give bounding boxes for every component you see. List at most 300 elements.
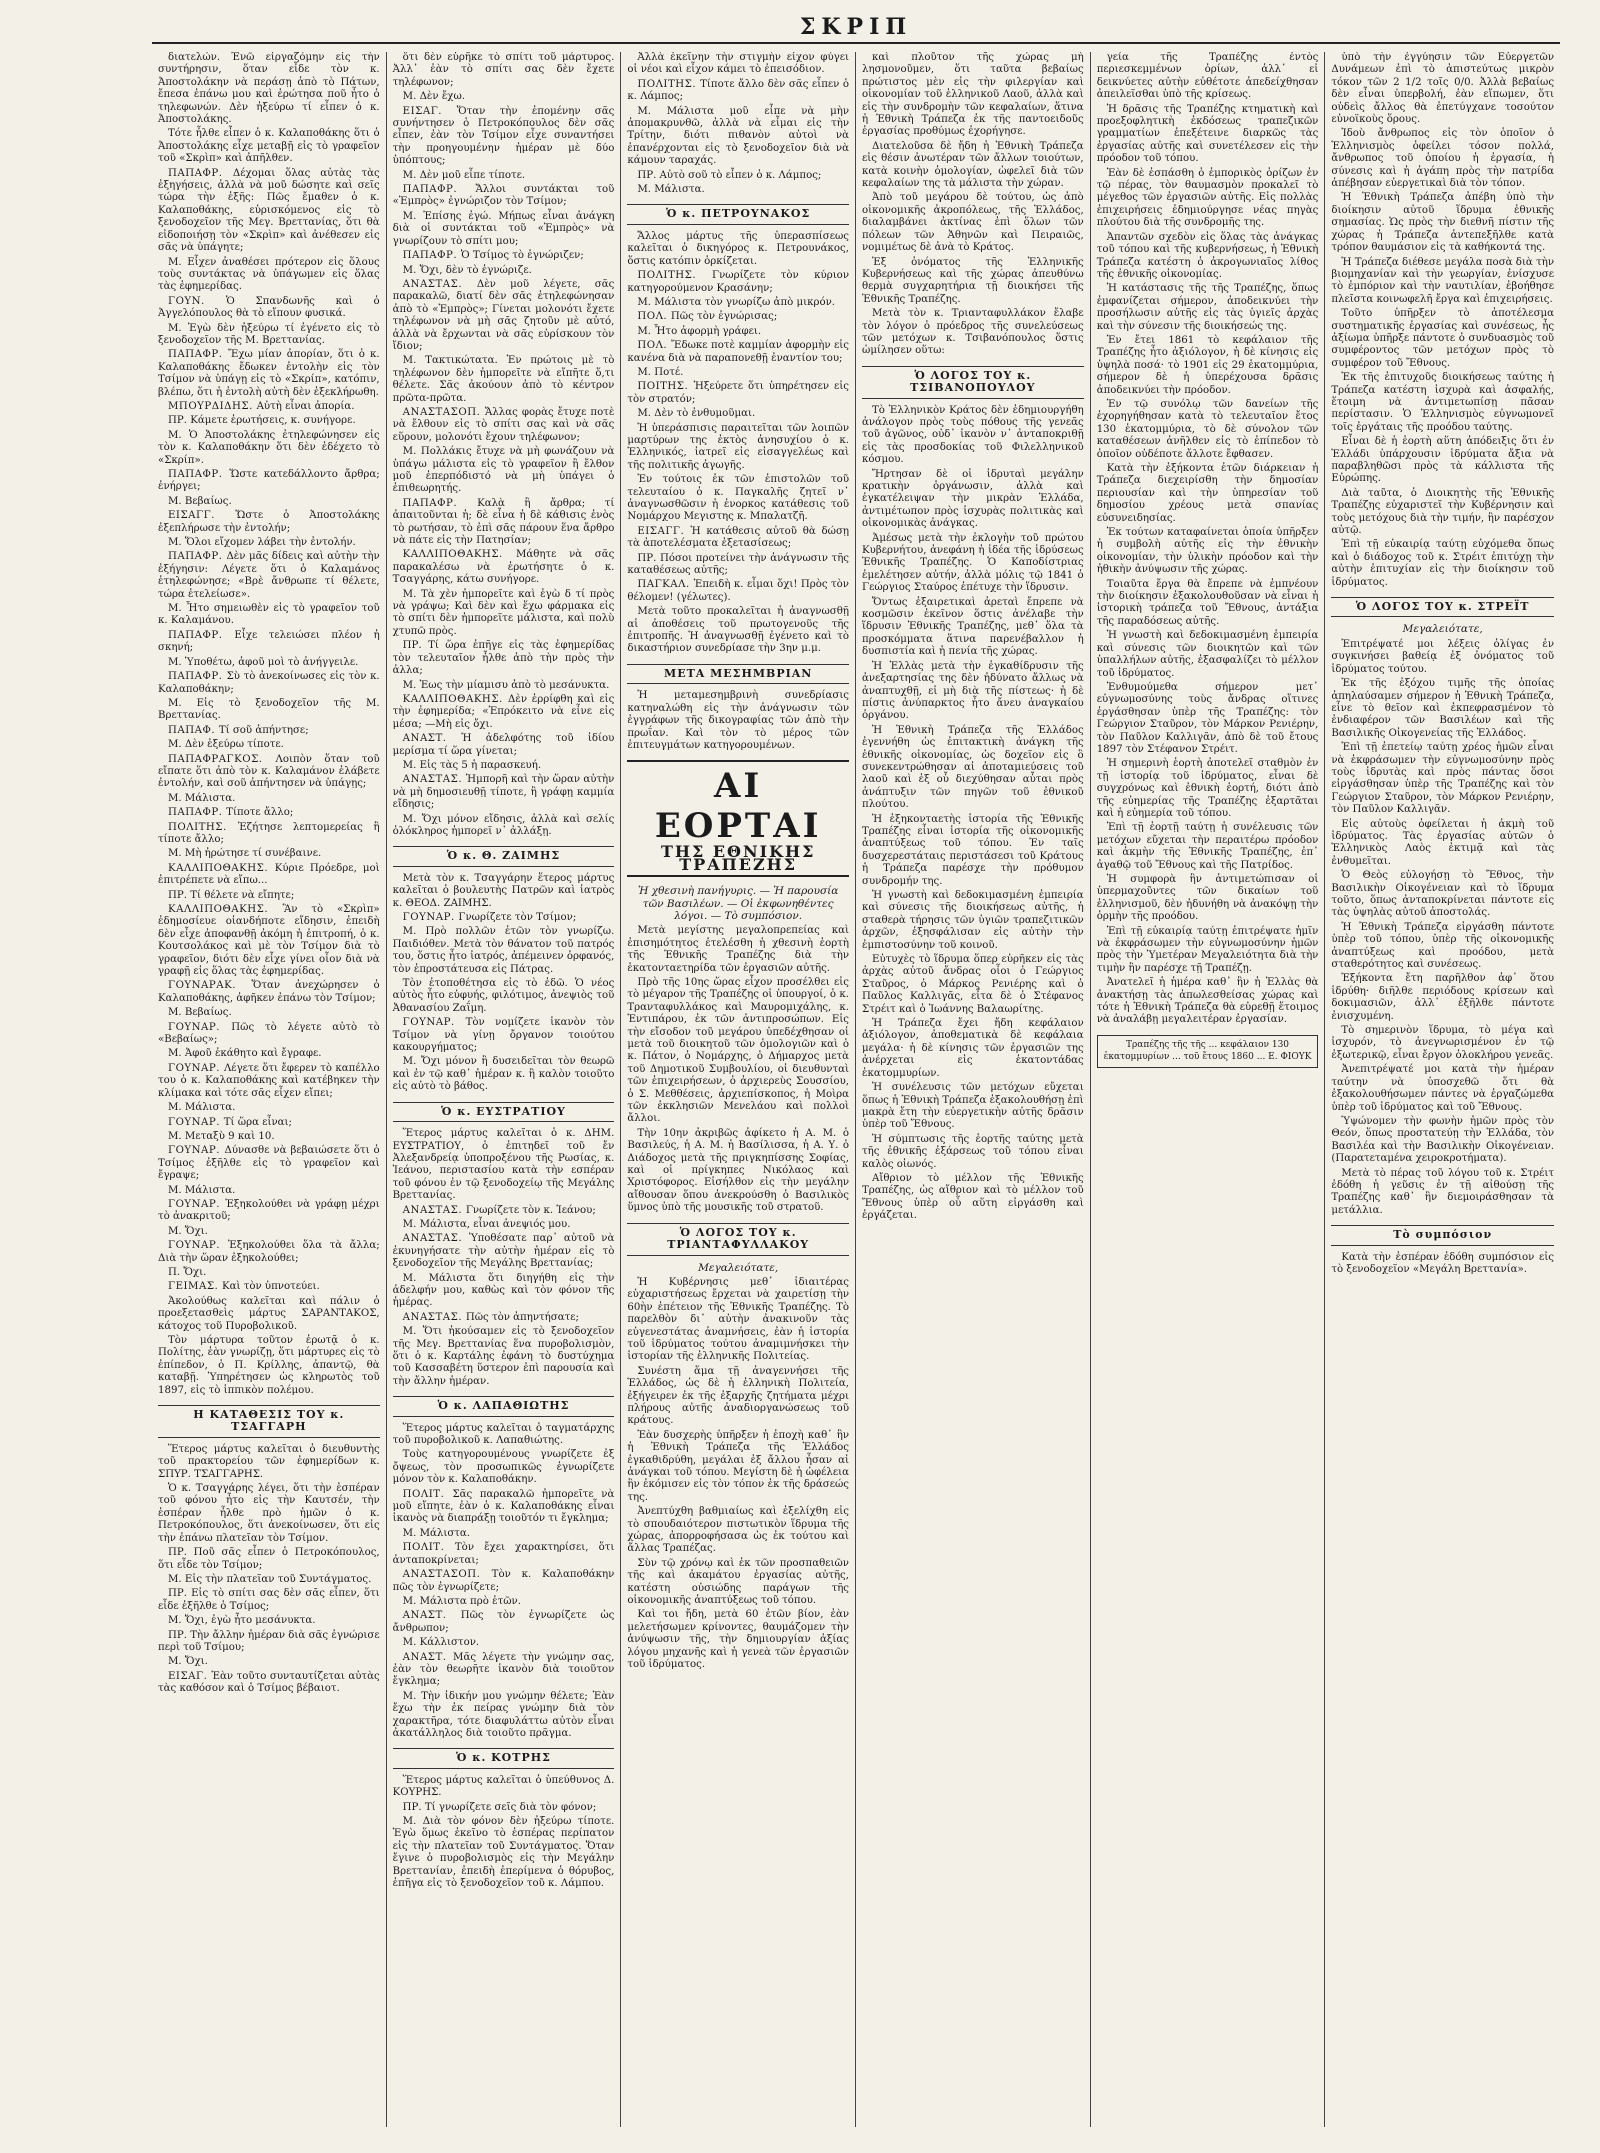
dialogue-paragraph <box>158 296 380 321</box>
speaker-name: ΠΑΓΚΑΛ. <box>637 579 694 591</box>
dialogue-text: Ἐὰν τοῦτο συνταυτίζεται αὐτὰς τὰς καθόσον καὶ ὁ Τσίμος βέβαιοτ. <box>158 1670 380 1695</box>
dialogue-text: Ὅταν ἀνεχώρησεν ὁ Καλαποθάκης, ἀφῆκεν ἐπάνω τὸν Τσίμον; <box>158 980 380 1004</box>
paragraph: Διατελοῦσα δὲ ἤδη ἡ Ἐθνικὴ Τράπεζα εἰς θέσιν ἀνωτέραν τῶν ἄλλων τοιούτων, κατὰ κοινὴν ὁμολογίαν, ὠφελεῖ διὰ τῶν κεφαλαίων της τὰ μάλιστα τὴν χώραν. <box>862 140 1084 190</box>
paragraph: Μ. Τὴν ἰδικήν μου γνώμην θέλετε; Ἐὰν ἔχω τὴν ἐκ πείρας γνώμην διὰ τὸν χαρακτῆρα, τότε διαφυλάττω αὐτὸν εἶναι ἀκατάλληλος διὰ τοιοῦτο πρᾶγμα. <box>392 1690 615 1739</box>
section-heading: Ὁ ΛΟΓΟΣ ΤΟΥ κ. ΤΣΙΒΑΝΟΠΟΥΛΟΥ <box>862 366 1084 399</box>
paragraph: Ἡ συμφορὰ ἣν ἀντιμετώπισαν οἱ ὑπερμαχοῦντες τῶν δικαίων τοῦ ἑλληνισμοῦ, δὲν ἠδυνήθη νὰ ἀνακόψῃ τὴν ὁρμὴν τῆς προόδου. <box>1096 874 1319 923</box>
dialogue-paragraph <box>393 106 615 168</box>
paragraph: Ἀμέσως μετὰ τὴν ἐκλογὴν τοῦ πρώτου Κυβερνήτου, ἀνεφάνη ἡ ἰδέα τῆς ἱδρύσεως Ἐθνικῆς Τραπέζης. Ὁ Καποδίστριας ἐμελέτησεν αὐτήν, ἀλλὰ μόλις τῷ 1841 ὁ Γεώργιος Σταύρος ἐπέτυχε τὴν ἵδρυσιν. <box>862 532 1084 594</box>
paragraph: Ἐπὶ τῇ εὐκαιρίᾳ ταύτῃ ἐπιτρέψατε ἡμῖν νὰ ἐκφράσωμεν τὴν εὐγνωμοσύνην ἡμῶν πρὸς τὴν Ὑμετέραν Μεγαλειότητα διὰ τὴν τιμὴν ἣν παρέσχε τῇ Τραπέζῃ. <box>1096 925 1319 974</box>
paragraph: Π. Ὄχι. <box>168 1266 207 1278</box>
paragraph: ΠΡ. Κάμετε ἐρωτήσεις, κ. συνήγορε. <box>168 415 356 427</box>
paragraph: Καὶ τοι ἤδη, μετὰ 60 ἐτῶν βίον, ἐὰν μελετήσωμεν κρίνοντες, θαυμάζομεν τὴν ἀνύψωσιν τῆς, τὴν δημιουργίαν ἀξίας λόγου μηχανῆς καὶ ἡ γενεὰ τῶν ἐργασιῶν τοῦ ἱδρύματος. <box>627 1609 850 1671</box>
dialogue-paragraph <box>393 250 615 262</box>
speaker-name: ΠΟΛΙΤΗΣ. <box>168 821 238 833</box>
dialogue-text: Τί ὥρα εἶναι; <box>223 1116 292 1128</box>
speaker-name: ΑΝΑΣΤ. <box>402 1610 461 1622</box>
paragraph: ΠΡ. Ποῦ σᾶς εἶπεν ὁ Πετροκόπουλος, ὅτι εἶδε τὸν Τσίμον; <box>158 1547 380 1571</box>
paragraph: Ἡ κατάστασις τῆς τῆς Τραπέζης, ὅπως ἐμφανίζεται σήμερον, ἀποδεικνύει τὴν προσήλωσιν αὐτῆς εἰς τὰς ὑγιεῖς ἀρχὰς καὶ τὴν σύνεσιν τῆς διοικήσεώς της. <box>1096 283 1319 332</box>
dialogue-text: Πῶς τὸν ἐγνωρίζετε ὡς ἄνθρωπον; <box>392 1610 615 1634</box>
dialogue-text: Δύνασθε νὰ βεβαιώσετε ὅτι ὁ Τσίμος ἐξῆλθε εἰς τὸ γραφεῖον καὶ ἔγραψε; <box>158 1145 380 1182</box>
paragraph: Μετὰ τοῦτο προκαλεῖται ἡ ἀναγνωσθῇ αἱ ἀποθέσεις τοῦ πρωτογενοῦς τῆς ἐπιτροπῆς. Ἡ ἀναγνωσθῇ ἐγένετο καὶ τὸ δικαστήριον συνεδρίασε τὴν 3ην μ.μ. <box>627 606 850 655</box>
headline-sub: ΤΗΣ ΕΘΝΙΚΗΣ ΤΡΑΠΕΖΗΣ <box>660 842 816 874</box>
dialogue-paragraph <box>393 1205 615 1217</box>
speaker-name: ΑΝΑΣΤΑΣ. <box>402 1204 466 1216</box>
paragraph: Εἰς αὐτοὺς ὀφείλεται ἡ ἀκμὴ τοῦ ἱδρύματος. Τὰς ἐργασίας αὐτῶν ὁ Ἑλληνικὸς Λαὸς ἐκτιμᾷ καὶ τὰς ἐνθυμεῖται. <box>1331 818 1555 867</box>
paragraph: Αἴθριον τὸ μέλλον τῆς Ἐθνικῆς Τραπέζης, ὡς αἴθριον καὶ τὸ μέλλον τοῦ Ἔθνους ὑπὲρ οὗ αὕτη εἰργάσθη καὶ ἐργάζεται. <box>862 1172 1084 1222</box>
dialogue-paragraph <box>158 807 380 819</box>
dialogue-text: Καλὰ ἢ ἄρθρα; τί ἀπαιτοῦνται ἡ; δὲ εἶνα ἡ δὲ κάθισις ἑνὸς τὸ ρωτήσαν, τὸ ἐπὶ σᾶς πάρουν ἕνα ἄρθρο νὰ πάτε εἰς τὴν Πατησίαν; <box>392 497 615 547</box>
paragraph: Εἶναι δὲ ἡ ἑορτὴ αὕτη ἀπόδειξις ὅτι ἐν Ἑλλάδι ὑπάρχουσιν ἱδρύματα ἄξια νὰ παραβληθῶσι πρὸς τὰ κάλλιστα τῆς Εὐρώπης. <box>1331 436 1555 485</box>
paragraph: Ἡ συνέλευσις τῶν μετόχων εὔχεται ὅπως ἡ Ἐθνικὴ Τράπεζα ἐξακολουθήσῃ ἐπὶ μακρὰ ἔτη τὴν εὐεργετικὴν αὐτῆς δρᾶσιν ὑπὲρ τοῦ Ἔθνους. <box>862 1082 1084 1131</box>
paragraph: Μετὰ μεγίστης μεγαλοπρεπείας καὶ ἐπισημότητος ἐτελέσθη ἡ χθεσινὴ ἑορτὴ τῆς Ἐθνικῆς Τραπέζης διὰ τὴν ἑκατονταετηρίδα τῶν ἐργασιῶν αὐτῆς. <box>627 925 850 974</box>
paragraph: Εὐτυχὲς τὸ ἵδρυμα ὅπερ εὑρῆκεν εἰς τὰς ἀρχὰς αὐτοῦ ἄνδρας οἷοι ὁ Γεώργιος Σταῦρος, ὁ Μάρκος Ρενιέρης καὶ ὁ Παῦλος Καλλιγᾶς, εἶτα δὲ ὁ Στέφανος Στρέιτ καὶ ὁ Ἰωάννης Βαλαωρίτης. <box>862 954 1084 1015</box>
paragraph: Τοὺς κατηγορουμένους γνωρίζετε ἐξ ὄψεως, τὸν προσωπικῶς ἐγνωρίζετε μόνον τὸν κ. Καλαποθάκην. <box>392 1449 615 1486</box>
speaker-name: ΠΑΠΑΦΡ. <box>168 807 227 819</box>
dialogue-text: Τί σοῦ ἀπήντησε; <box>218 724 309 736</box>
speaker-name: ΠΟΛΙΤΗΣ. <box>637 78 701 90</box>
speaker-name: ΜΠΟΥΡΔΙΔΗΣ. <box>168 400 257 412</box>
paragraph: γεία τῆς Τραπέζης ἐντὸς περιεσκεμμένων ὁρίων, ἀλλ᾽ εἰ δεικνύετες αὐτὴν εὐθέτοτε ἀπεδείχθησαν ἀπειλεῖσθαι ὑπὸ τῆς κρίσεως. <box>1096 52 1319 101</box>
paragraph: Ἐκ τούτων καταφαίνεται ὁποία ὑπῆρξεν ἡ συμβολὴ αὐτῆς εἰς τὴν ἐθνικὴν οἰκονομίαν, τὴν ὑλικὴν πρόοδον καὶ τὴν ἠθικὴν ἀνύψωσιν τῆς χώρας. <box>1096 527 1319 576</box>
paragraph: Μ. Μάλιστα ὅτι διηγήθη εἰς τὴν ἀδελφήν μου, καθὼς καὶ τὸν φόνον τῆς ἡμέρας. <box>392 1272 615 1309</box>
paragraph: Μ. Βεβαίως. <box>168 1007 232 1019</box>
paragraph: Μ. Ἦτο ἀφορμὴ γράφει. <box>637 325 762 337</box>
speaker-name: ΠΟΙΤΗΣ. <box>637 381 694 393</box>
paragraph: Μ. Μάλιστα. <box>168 1184 236 1196</box>
speaker-name: ΕΙΣΑΓΓ. <box>637 525 691 537</box>
dialogue-text: Ἄλλοι συντάκται τοῦ «Ἐμπρὸς» ἐγνώριζον τὸν Τσίμον; <box>392 184 615 208</box>
columns-container <box>152 52 1560 2127</box>
section-heading: Ὁ κ. ΛΑΠΑΘΙΩΤΗΣ <box>393 1396 615 1416</box>
dialogue-text: Δέχομαι ὅλας αὐτὰς τὰς ἐξηγήσεις, ἀλλὰ νὰ μοῦ δώσητε καὶ σεῖς τώρα τὴν ἑξῆς: Πῶς ἔμαθεν ὁ κ. Καλαποθάκης, εὑρισκόμενος εἰς τὸ ξενοδοχεῖον τῆς Μεγ. Βρεττανίας, ὅτι θὰ εἰδοποιήσῃ τὸν «Σκρὶπ» καὶ ἀνέθεσεν εἰς σᾶς νὰ ὑπάγητε; <box>158 167 380 254</box>
section-heading: Ὁ ΛΟΓΟΣ ΤΟΥ κ. ΤΡΙΑΝΤΑΦΥΛΛΑΚΟΥ <box>627 1223 849 1256</box>
paragraph: Ἕτερος μάρτυς καλεῖται ὁ ὑπεύθυνος Δ. ΚΟΥΡΗΣ. <box>392 1774 615 1799</box>
paragraph: Κατὰ τὴν ἐξήκοντα ἐτῶν διάρκειαν ἡ Τράπεζα διεχειρίσθη τὴν δημοσίαν περιουσίαν καὶ τὴν ὑπηρεσίαν τοῦ δημοσίου χρέους μετὰ σπανίας εὐσυνειδησίας. <box>1096 463 1319 524</box>
speaker-name: ΠΑΠΑΦΡ. <box>402 250 461 262</box>
speaker-name: ΓΟΥΝΑΡ. <box>168 1062 224 1074</box>
paragraph: Ἡ δρᾶσις τῆς Τραπέζης κτηματικὴ καὶ προεξοφλητικὴ ἐκδόσεως τραπεζικῶν γραμματίων ἐπεξέτεινε διαρκῶς τὰς ἐργασίας αὐτῆς καὶ συνετέλεσεν εἰς τὴν πρόοδον τοῦ τόπου. <box>1096 103 1319 165</box>
column-6 <box>1325 52 1560 2127</box>
paragraph: Μ. Μάλιστα. <box>402 1527 471 1539</box>
paragraph: Μ. Μεταξὺ 9 καὶ 10. <box>168 1130 275 1142</box>
paragraph: Ἐκ τῆς ἐξόχου τιμῆς τῆς ὁποίας ἀπηλαύσαμεν σήμερον ἡ Ἐθνικὴ Τράπεζα, εἶνε τὸ θεῖον καὶ ἐκπεφρασμένον τὸ ἐνδιαφέρον τῶν Βασιλέων καὶ τῆς Βασιλικῆς Οἰκογενείας τῆς Ἑλλάδος. <box>1331 678 1555 739</box>
dialogue-paragraph <box>393 1489 615 1526</box>
dialogue-paragraph <box>158 754 380 791</box>
paragraph: Μετὰ τὸν κ. Τριανταφυλλάκον ἔλαβε τὸν λόγον ὁ πρόεδρος τῆς συνελεύσεως τῶν μετόχων κ. Τσιβανόπουλος ὅστις ὡμίλησεν οὕτω: <box>862 308 1084 357</box>
speaker-name: ΚΑΛΛΙΠΟΘΑΚΗΣ. <box>402 549 516 561</box>
dialogue-text: Γνωρίζετε τὸν Τσίμον; <box>458 912 577 923</box>
speaker-name: ΠΑΠΑΦΡ. <box>168 551 227 563</box>
dialogue-paragraph <box>158 1117 380 1129</box>
dialogue-paragraph <box>393 1017 615 1054</box>
dialogue-paragraph <box>627 79 849 104</box>
masthead-rule <box>152 42 1560 44</box>
paragraph: Ἀνατελεῖ ἡ ἡμέρα καθ᾽ ἣν ἡ Ἑλλὰς θὰ ἀνακτήσῃ τὰς ἀπωλεσθείσας χώρας καὶ τότε ἡ Ἐθνικὴ Τράπεζα θὰ εὑρεθῇ ἕτοιμος νὰ ἀναλάβῃ μεγαλειτέραν ἐργασίαν. <box>1096 977 1319 1026</box>
dialogue-paragraph <box>158 349 380 399</box>
column-1 <box>152 52 387 2127</box>
dialogue-paragraph <box>158 1199 380 1224</box>
column-2 <box>387 52 622 2127</box>
dialogue-text: Αὐτὴ εἶναι ἀπορία. <box>256 400 355 412</box>
paragraph: Ἕτερος μάρτυς καλεῖται ὁ κ. ΔΗΜ. ΕΥΣΤΡΑΤΙΟΥ, ὁ ἐπιτηδεῖ τοῦ ἔν Ἀλεξανδρείᾳ ὑποπροξένου τῆς Ρωσίας, κ. Ἰεάνου, περιστασίου κατὰ τὴν εσπέραν τοῦ φόνου ἐν τῷ ξενοδοχείῳ τῆς Μεγάλης Βρεττανίας. <box>392 1128 615 1202</box>
paragraph: ΠΡ. Αὐτὸ σοῦ τὸ εἶπεν ὁ κ. Λάμπος; <box>637 169 822 181</box>
paragraph: Ἡ Ἑλλὰς μετὰ τὴν ἐγκαθίδρυσιν τῆς ἀνεξαρτησίας της δὲν ἠδύνατο ἄλλως νὰ ἀναπτυχθῇ, εἰ μὴ διὰ τῆς πίστεως· ἡ δὲ πίστις ἀνύπαρκτος ἦτο ἄνευ ἀναγκαίου ὀργάνου. <box>862 660 1084 722</box>
speaker-name: ΑΝΑΣΤΑΣΟΠ. <box>402 1569 492 1581</box>
paragraph: Ἰδοὺ ἄνθρωπος εἰς τὸν ὁποῖον ὁ Ἑλληνισμὸς ὀφείλει τόσον πολλά, ἄνθρωπος τοῦ ὁποίου ἡ ἐργασία, ἡ σύνεσις καὶ ἡ ἀγάπη πρὸς τὴν πατρίδα ἀπέβησαν εὐεργετικαὶ διὰ τὸν τόπον. <box>1331 128 1555 190</box>
paragraph: Μ. Διὰ τὸν φόνον δὲν ἠξεύρω τίποτε. Ἐγὼ ὅμως ἐκεῖνο τὸ ἑσπέρας περίπατον εἰς τὴν πλατεῖαν τοῦ Συντάγματος. Ὅταν ἔγινε ὁ πυροβολισμὸς εἰς τὴν Μεγάλην Βρεττανίαν, ἐπειδὴ ἐπερίμενα ὁ θόρυβος, ἐπῆγα εἰς τὸ ξενοδοχεῖον τοῦ κ. Λάμπου. <box>392 1816 615 1890</box>
dialogue-text: Ὥστε κατεδάλλοντο ἄρθρα; ἐνήργει; <box>158 469 380 493</box>
speaker-name: ΠΑΠΑΦΡ. <box>168 349 229 361</box>
dialogue-paragraph <box>158 1063 380 1100</box>
dialogue-paragraph <box>158 671 380 696</box>
paragraph: Ἐνθυμούμεθα σήμερον μετ᾽ εὐγνωμοσύνης τοὺς ἄνδρας οἵτινες ἐργάσθησαν ὑπὲρ τῆς Τραπέζης: τὸν Γεώργιον Σταῦρον, τὸν Μάρκον Ρενιέρην, τὸν Παῦλον Καλλιγᾶν, ἀπὸ δὲ τοῦ ἔτους 1897 τὸν Στέφανον Στρέιτ. <box>1096 681 1319 755</box>
dialogue-paragraph <box>158 1281 380 1293</box>
dialogue-text: Πῶς τὸν ἐγνώρισας; <box>670 311 778 323</box>
paragraph: Ἡ Ἐθνικὴ Τράπεζα τῆς Ἑλλάδος ἐγεννήθη ὡς ἐπιτακτικὴ ἀνάγκη τῆς ἐθνικῆς οἰκονομίας, ὡς δοχεῖον εἰς ὃ συνεκεντρώθησαν αἱ ἀποταμιεύσεις τοῦ λαοῦ καὶ ἐξ οὗ διεχύθησαν αὗται πρὸς ἀνάπτυξιν τῶν πηγῶν τοῦ ἐθνικοῦ πλούτου. <box>862 724 1084 811</box>
paragraph: Ἡ γνωστὴ καὶ δεδοκιμασμένη ἐμπειρία καὶ σύνεσις τῶν διοικητῶν καὶ τῶν ὑπαλλήλων αὐτῆς, ἐξασφαλίζει τὸ μέλλον τοῦ ἱδρύματος. <box>1096 630 1319 679</box>
paragraph: ΠΡ. Τί γνωρίζετε σεῖς διὰ τὸν φόνον; <box>402 1801 597 1813</box>
dialogue-text: Ὁ Σπανδωνῆς καὶ ὁ Ἀγγελόπουλος θὰ τὸ εἴπουν φυσικά. <box>158 295 380 320</box>
dialogue-paragraph <box>393 184 615 209</box>
dialogue-paragraph <box>627 311 849 323</box>
dialogue-paragraph <box>393 733 615 758</box>
dialogue-paragraph <box>158 1022 380 1047</box>
paragraph: ὑπὸ τὴν ἐγγύησιν τῶν Εὐεργετῶν Δυνάμεων ἐπὶ τὸ ἀπιστεύτως μικρὸν τόκον τῶν 2 1/2 τοῖς 0/0. Ἀλλὰ βεβαίως δὲν εἶναι ὑπερβολή, ἐὰν εἴπωμεν, ὅτι οὐδεὶς ἄλλος θὰ ἐπετύγχανε τοσούτον εὐνοϊκοὺς ὅρους. <box>1331 52 1555 126</box>
paragraph: Μ. Ὄχι. <box>168 1656 208 1668</box>
paragraph: Ἐπὶ τῇ ἑορτῇ ταύτῃ ἡ συνέλευσις τῶν μετόχων εὔχεται τὴν περαιτέρω πρόοδον καὶ ἀκμὴν τῆς Ἐθνικῆς Τραπέζης, ἐπ᾽ ἀγαθῷ τοῦ Ἔθνους καὶ τῆς Πατρίδος. <box>1096 822 1319 871</box>
dialogue-text: Τίποτε ἄλλο; <box>226 807 294 819</box>
paragraph: Τὸ Ἑλληνικὸν Κράτος δὲν ἐδημιουργήθη ἀνάλογον πρὸς τοὺς πόθους τῆς γενεᾶς τοῦ ἀγῶνος, οὐδ᾽ ἱκανὸν ν᾽ ἀνταποκριθῇ εἰς τὰς προσδοκίας τοῦ Φιλελληνικοῦ κόσμου. <box>862 404 1084 466</box>
paragraph: Ἐὰν δυσχερὴς ὑπῆρξεν ἡ ἐποχὴ καθ᾽ ἣν ἡ Ἐθνικὴ Τράπεζα τῆς Ἑλλάδος ἐγκαθιδρύθη, μεγάλαι ἐξ ἄλλου ἦσαν αἱ ἀνάγκαι τοῦ τόπου. Μεγίστη δὲ ἡ ὠφέλεια ἣν ἐκόμισεν εἰς τὸν τόπον ἐκ τῆς δράσεώς της. <box>627 1429 850 1503</box>
paragraph: Ἐξ ὀνόματος τῆς Ἑλληνικῆς Κυβερνήσεως καὶ τῆς χώρας ἀπευθύνω θερμὰ συγχαρητήρια τῇ διοικήσει τῆς Ἐθνικῆς Τραπέζης. <box>862 256 1084 305</box>
paragraph: Μ. Κάλλιστον. <box>402 1637 480 1649</box>
paragraph: Μ. Μάλιστα. <box>168 792 236 804</box>
paragraph: Μ. Ὄχι. <box>168 1225 208 1237</box>
paragraph: Μετὰ τὸ πέρας τοῦ λόγου τοῦ κ. Στρέιτ ἐδόθη ἡ γεῦσις ἐν τῇ αἰθούσῃ τῆς Τραπέζης καθ᾽ ἣν διεμοιράσθησαν τὰ μετάλλια. <box>1331 1167 1555 1216</box>
dialogue-paragraph <box>158 1240 380 1265</box>
paragraph: Μ. Δὲν ἐξεύρω τίποτε. <box>168 739 284 751</box>
speaker-name: ΑΝΑΣΤΑΣ. <box>402 1233 469 1245</box>
speaker-name: ΑΝΑΣΤΑΣ. <box>402 278 477 290</box>
dialogue-text: Γνωρίζετε τὸν κ. Ἰεάνου; <box>465 1204 596 1216</box>
paragraph: Ἤρτησαν δὲ οἱ ἱδρυταὶ μεγάλην κρατικὴν ὁργάνωσιν, ἀλλὰ καὶ ἐγκατέλειψαν τὴν μικρὰν Ἑλλάδα, ἀντιμέτωπον πρὸς ἰσχυρὰς πολιτικὰς καὶ οἰκονομικὰς ἀνάγκας. <box>862 468 1084 530</box>
dialogue-text: Τὸν νομίζετε ἱκανὸν τὸν Τσίμον νὰ γίνῃ ὄργανον τοιούτου κακουργήματος; <box>392 1017 615 1054</box>
paragraph: Ἡ Κυβέρνησις μεθ᾽ ἰδιαιτέρας εὐχαριστήσεως ἔρχεται νὰ χαιρετίσῃ τὴν 60ὴν ἐπέτειον τῆς Ἐθνικῆς Τραπέζης. Τὸ παρελθὸν δι᾽ αὐτὴν ἀνακινοῦν τὰς εὐγενεστάτας ἀναμνήσεις, ἐὰν ἡ ἱστορία τοῦ ἱδρύματος τούτου ἀναμιμνήσκει τὴν ἱστορίαν τῆς ἑλληνικῆς Πολιτείας. <box>627 1276 850 1363</box>
paragraph: Ὁ κ. Τσαγγάρης λέγει, ὅτι τὴν ἑσπέραν τοῦ φόνου ἦτο εἰς τὴν Καυτσέν, τὴν ἑσπέραν ἦλθε πρὸ ἡμῶν ὁ κ. Πετροκόπουλος, ὅτι ἀνεκοίνωσεν, ὅτι εἰς τὴν ἐπάνω πλατεῖαν τὸν Τσίμον. <box>158 1483 380 1544</box>
paragraph: Ἑξήκοντα ἔτη παρῆλθον ἀφ᾽ ὅτου ἱδρύθη· διῆλθε περιόδους κρίσεων καὶ δοκιμασιῶν, ἀλλ᾽ ἐξῆλθε πάντοτε ἐνισχυμένη. <box>1331 973 1555 1022</box>
paragraph: Σὺν τῷ χρόνῳ καὶ ἐκ τῶν προσπαθειῶν τῆς καὶ ἀκαμάτου ἐργασίας αὐτῆς, κατέστη οὐσιώδης παράγων τῆς οἰκονομικῆς ἀναπτύξεως τοῦ τόπου. <box>627 1557 850 1607</box>
dialogue-text: Κύριε Πρόεδρε, μοὶ ἐπιτρέπετε νὰ εἴπω... <box>158 862 380 887</box>
paragraph: Τοῦτο ὑπῆρξεν τὸ ἀποτέλεσμα συστηματικῆς ἐργασίας καὶ συνέσεως, ἧς ἀξίωμα ὑπῆρξε πάντοτε ὁ συνδυασμὸς τοῦ συμφέροντος τῶν μετόχων πρὸς τὸ συμφέρον τοῦ Ἔθνους. <box>1331 308 1555 369</box>
dialogue-paragraph <box>158 1671 380 1696</box>
column-5 <box>1091 52 1326 2127</box>
dialogue-text: Ἠξεύρετε ὅτι ὑπηρέτησεν εἰς τὸν στρατόν; <box>627 381 850 405</box>
speaker-name: ΚΑΛΛΙΠΟΘΑΚΗΣ. <box>168 862 275 874</box>
dialogue-paragraph <box>158 725 380 737</box>
dialogue-text: Ἐζήτησε λεπτομερείας ἢ τίποτε ἄλλο; <box>158 821 380 845</box>
speaker-name: ΓΕΙΜΑΣ. <box>168 1281 222 1293</box>
paragraph: Ἀκολούθως καλεῖται καὶ πάλιν ὁ προεξετασθεὶς μάρτυς ΣΑΡΑΝΤΑΚΟΣ, κάτοχος τοῦ Πυροβολικοῦ. <box>158 1295 380 1332</box>
dialogue-paragraph <box>393 1233 615 1270</box>
paragraph: Ὑψώνομεν τὴν φωνὴν ἡμῶν πρὸς τὸν Θεόν, ὅπως προστατεύῃ τὴν Ἑλλάδα, τὸν Βασιλέα καὶ τὴν Βασιλικὴν Οἰκογένειαν. (Παρατεταμένα χειροκροτήματα). <box>1331 1115 1555 1165</box>
paragraph: Μ. Δὲν τὸ ἐνθυμοῦμαι. <box>637 408 756 420</box>
headline-banner <box>627 760 849 877</box>
paragraph: Ὄντως ἐξαιρετικαὶ ἀρεταὶ ἔπρεπε νὰ κοσμῶσιν ἐκεῖνον ὅστις ἀνέλαβε τὴν ἵδρυσιν Ἐθνικῆς Τραπέζης, μεθ᾽ ὅλα τὰ προσκόμματα ἅτινα παρενέβαλλον ἡ δυσπιστία καὶ ἡ πενία τῆς χώρας. <box>862 596 1084 658</box>
paragraph: Ἀνεπιτρέψατέ μοι κατὰ τὴν ἡμέραν ταύτην νὰ ὑποσχεθῶ ὅτι θὰ ἐξακολουθήσωμεν πάντες νὰ ἐργαζώμεθα ὑπὲρ τοῦ ἱδρύματος καὶ τοῦ Ἔθνους. <box>1331 1064 1555 1113</box>
speaker-name: ΓΟΥΝΑΡ. <box>168 1116 224 1128</box>
paragraph: ΠΡ. Πόσοι προτείνει τὴν ἀνάγνωσιν τῆς καταθέσεως αὐτῆς; <box>627 552 850 577</box>
dialogue-text: Ἂν τὸ «Σκρὶπ» ἐδημοσίευε οἱανδήποτε εἴδησιν, ἐπειδὴ δὲν εἶχε ἀποφανθῇ ἀκόμη ἡ ἐπιτροπή, ὁ κ. Κουτσολάκος καὶ μὲ τὸν Τσίμον διὰ τὸ γραφεῖον, διότι δὲν εἶχε γίνει οἷον διὰ νὰ γραφῇ εἰς ὅλας τὰς ἐφημερίδας. <box>158 904 380 978</box>
dialogue-paragraph <box>158 168 380 255</box>
dialogue-text: Δὲν μοῦ λέγετε, σᾶς παρακαλῶ, διατί δὲν σᾶς ἐτηλεφώνησαν ἀπὸ τὸ «Ἐμπρὸς»; Γίνεται μολονότι ἔχετε τηλέφωνον νὰ μὴ σᾶς ζητοῦν μὲ αὐτό, ἀλλὰ νὰ ἔρχωνται νὰ σᾶς εὑρίσκουν τὸν ἴδιον; <box>392 278 615 352</box>
paragraph: Πρὸ τῆς 10ης ὥρας εἶχον προσέλθει εἰς τὸ μέγαρον τῆς Τραπέζης οἱ ὑπουργοί, ὁ κ. Τρανταφυλλάκος καὶ Μαυρομιχάλης, κ. Ἐντιπάρου, ἐκ τῶν ἀντιπροσώπων. Εἰς τὴν εἴσοδον τοῦ μεγάρου ὑπεδέχθησαν οἱ μετὰ τοῦ διοικητοῦ τῶν ὁμολογιῶν καὶ ὁ κ. Πάτον, ὁ Νομάρχης, ὁ Δήμαρχος μετὰ τοῦ Δημοτικοῦ Συμβουλίου, οἱ διευθυνταὶ τῶν ἐπιχειρήσεων, ὁ ἀρχιερεὺς Σουσσίου, ὁ Σ. Μεθθέσεις, ἀρχιεπίσκοπος, ἡ Μοὶρα τῶν ἐκκλησιῶν Μενελάου καὶ πολλοὶ ἄλλοι. <box>627 976 850 1125</box>
dialogue-paragraph <box>393 912 615 924</box>
paragraph: Ἡ Τράπεζα διέθεσε μεγάλα ποσὰ διὰ τὴν βιομηχανίαν καὶ τὴν γεωργίαν, ἐνίσχυσε τὸ ἐμπόριον καὶ τὴν ναυτιλίαν, ἐβοήθησε πλεῖστα κοινωφελῆ ἔργα καὶ ἐπιχειρήσεις. <box>1331 256 1555 305</box>
paragraph: Μ. Τὰ χὲν ἠμπορεῖτε καὶ ἐγὼ δ τί πρὸς νὰ γράψω; Καὶ δὲν καὶ ἕχω φάρμακα εἰς τὸ σπίτι δὲν ἠμπορεῖτε μάλιστα, καὶ πολὺ χτυπῶ πρὸς. <box>392 588 615 637</box>
dialogue-text: Ἔδωκε ποτὲ καμμίαν ἀφορμὴν εἰς κανένα διὰ νὰ παραπονεθῇ ἐναντίον του; <box>627 340 850 364</box>
dialogue-text: Καὶ τὸν ὑπνοτεύει. <box>222 1281 320 1293</box>
paragraph: Τὸ σημερινὸν ἵδρυμα, τὸ μέγα καὶ ἰσχυρόν, τὸ ἀνεγνωρισμένον ἐν τῷ ἐξωτερικῷ, εἶναι ἔργον ὁλοκλήρου γενεᾶς. <box>1331 1025 1555 1061</box>
speaker-name: ΚΑΛΛΙΠΟΘΑΚΗΣ. <box>402 693 509 705</box>
speaker-name: ΠΑΠΑΦ. <box>168 724 219 736</box>
dialogue-paragraph <box>393 774 615 811</box>
speaker-name: ΑΝΑΣΤ. <box>402 1651 454 1663</box>
paragraph: Ἡ Ἐθνικὴ Τράπεζα εἰργάσθη πάντοτε ὑπὲρ τοῦ τόπου, ὑπὲρ τῆς οἰκονομικῆς ἀναπτύξεως καὶ προόδου, μετὰ σταθερότητος καὶ συνέσεως. <box>1331 921 1555 971</box>
speaker-name: ΑΝΑΣΤΑΣ. <box>402 1311 466 1323</box>
dialogue-text: Ἡ ἀδελφότης τοῦ ἰδίου μερίσμα τί ὥρα γίνεται; <box>392 733 615 757</box>
paragraph: Μ. Εἰς τὰς 5 ἡ παρασκευή. <box>402 759 542 771</box>
dialogue-paragraph <box>158 630 380 655</box>
dialogue-paragraph <box>627 270 849 295</box>
dialogue-text: Τίποτε ἄλλο δὲν σᾶς εἶπεν ὁ κ. Λάμπος; <box>627 78 850 103</box>
dialogue-paragraph <box>393 1542 615 1567</box>
paragraph: Ἐὰν δὲ ἐσπάσθη ὁ ἐμπορικὸς ὁρίζων ἐν τῷ πέρας, τὸν θαυμασμὸν προκαλεῖ τὸ μέγεθος τῶν ἐργασιῶν αὐτῆς. Εἰς πολλὰς ἐπιχειρήσεις ἐδημιούργησε νέας πηγὰς πλούτου διὰ τῆς συνδρομῆς της. <box>1096 167 1319 229</box>
dialogue-paragraph <box>627 579 849 604</box>
section-heading: Ὁ ΛΟΓΟΣ ΤΟΥ κ. ΣΤΡΕΪΤ <box>1331 597 1554 617</box>
section-heading: Ὁ κ. Θ. ΖΑΙΜΗΣ <box>393 846 615 866</box>
dialogue-paragraph <box>158 904 380 978</box>
dialogue-paragraph <box>393 1312 615 1324</box>
paragraph: Μ. Ὄχι, ἐγὼ ἦτο μεσάνυκτα. <box>168 1615 316 1627</box>
paragraph: Ἡ σύμπτωσις τῆς ἑορτῆς ταύτης μετὰ τῆς ἐθνικῆς ἐξάρσεως τοῦ τόπου εἶναι καλὸς οἰωνός. <box>862 1133 1084 1170</box>
speaker-name: ΠΑΠΑΦΡ. <box>168 629 235 641</box>
speaker-name: ΓΟΥΝΑΡ. <box>168 1198 226 1210</box>
paragraph: Μ. Μάλιστα τὸν γνωρίζω ἀπὸ μικρόν. <box>637 296 836 308</box>
speaker-name: ΠΑΠΑΦΡ. <box>168 167 233 179</box>
dialogue-paragraph <box>158 822 380 847</box>
dialogue-paragraph <box>393 549 615 586</box>
speaker-name: ΕΙΣΑΓΓ. <box>168 510 236 522</box>
dialogue-text: Σᾶς παρακαλῶ ἠμπορεῖτε νὰ μοῦ εἴπητε, ἐὰν ὁ κ. Καλαποθάκης εἶναι ἱκανὸς νὰ διαπράξῃ τοιοῦτόν τι ἔγκλημα; <box>392 1488 615 1525</box>
speaker-name: ΠΟΛΙΤ. <box>402 1542 455 1554</box>
dialogue-text: Ὑποθέσατε παρ᾽ αὐτοῦ νὰ ἐκυνηγήσατε τὴν αὐτὴν ἡμέραν εἰς τὸ ξενοδοχεῖον τῆς Μεγάλης Βρεττανίας; <box>392 1233 615 1270</box>
dialogue-paragraph <box>158 510 380 535</box>
paragraph: Ἐπιτρέψατέ μοι λέξεις ὀλίγας ἐν συγκινήσει βαθείᾳ ἐξ ὀνόματος τοῦ ἱδρύματος τούτου. <box>1331 638 1555 675</box>
paragraph: Τὸν ἐτοποθέτησα εἰς τὸ ἐδῶ. Ὁ νέος αὐτὸς ἦτο εὐφυής, φιλότιμος, ἀνεψιὸς τοῦ Ἀθανασίου Ζαΐμη. <box>392 978 615 1014</box>
speaker-name: ΚΑΛΛΙΠΟΘΑΚΗΣ. <box>168 904 283 915</box>
paragraph: ΠΡ. Τί θέλετε νὰ εἴπητε; <box>168 889 295 901</box>
dialogue-text: Μᾶς λέγετε τὴν γνώμην σας, ἐὰν τὸν θεωρῆτε ἱκανὸν διὰ τοιοῦτον ἔγκλημα; <box>392 1651 615 1688</box>
paragraph: Ἐπὶ τῇ εὐκαιρίᾳ ταύτῃ εὐχόμεθα ὅπως καὶ ὁ διάδοχος τοῦ κ. Στρέιτ ἐπιτύχῃ τὴν αὐτὴν ἐπιτυχίαν εἰς τὴν διοίκησιν τοῦ ἱδρύματος. <box>1331 539 1555 588</box>
dialogue-paragraph <box>393 1569 615 1594</box>
masthead-title: ΣΚΡΙΠ <box>799 14 913 40</box>
column-4 <box>856 52 1091 2127</box>
dialogue-paragraph <box>158 469 380 494</box>
paragraph: Μ. Εἰς τὴν πλατεῖαν τοῦ Συντάγματος. <box>168 1573 372 1585</box>
paragraph: Ἀπὸ τοῦ μεγάρου δὲ τούτου, ὡς ἀπὸ οἰκονομικῆς ἀκροπόλεως, τῆς Ἑλλάδος, διαλαμβάνει ἀκτίνας ἐπὶ ὅλων τῶν πόλεων τῶν Ἀθηνῶν καὶ Πειραιῶς, νομιμέτως δὲ ἀνὰ τὸ Κράτος. <box>862 192 1084 254</box>
dialogue-paragraph <box>158 863 380 888</box>
dialogue-text: Ὥστε ὁ Ἀποστολάκης ἐξεπλήρωσε τὴν ἐντολήν; <box>158 510 380 534</box>
section-heading: Ὁ κ. ΕΥΣΤΡΑΤΙΟΥ <box>393 1102 615 1122</box>
paragraph: διατελών. Ἐνῶ εἰργαζόμην εἰς τὴν συντήρησιν, ὅταν εἶδε τὸν κ. Ἀποστολάκην νὰ περάσῃ ἀπὸ τὸ Πάτων, ἔπεσα ἐπάνω μου καὶ ἐρώτησα ποῦ ἦτο ὁ τηλεφωνών. Δὲν ἠξεύρω τί εἶπεν ὁ κ. Ἀποστολάκης. <box>158 52 380 126</box>
paragraph: Μ. Ὄχι, δὲν τὸ ἐγνώριζε. <box>402 264 532 276</box>
dialogue-paragraph <box>627 340 849 365</box>
speaker-name: ΠΑΠΑΦΡΑΓΚΟΣ. <box>168 753 276 765</box>
speaker-name: ΕΙΣΑΓ. <box>168 1670 212 1682</box>
dialogue-text: Λοιπὸν ὅταν τοῦ εἴπατε ὅτι ἀπὸ τὸν κ. Καλαμάνον ἐλάβετε ἐντολήν, καὶ σοῦ ἀπήντησεν νὰ ὑπάγῃς; <box>158 753 380 790</box>
speaker-name: ΠΟΛΙΤ. <box>402 1488 453 1500</box>
masthead <box>152 14 1560 44</box>
paragraph: Τὴν 10ην ἀκριβῶς ἀφίκετο ἡ Α. Μ. ὁ Βασιλεύς, ἡ Α. Μ. ἡ Βασίλισσα, ἡ Α. Υ. ὁ Διάδοχος μετὰ τῆς πριγκηπίσσης Σοφίας, καὶ οἱ πρίγκηπες Νικόλαος καὶ Χριστόφορος. Εἰσήλθον εἰς τὴν μεγάλην αἴθουσαν ὅπου ἀνεκρούσθη ὁ Βασιλικὸς ὕμνος ὑπὸ τῆς μουσικῆς τοῦ στρατοῦ. <box>627 1127 850 1214</box>
speaker-name: ΠΑΠΑΦΡ. <box>168 469 230 480</box>
speaker-name: ΠΑΠΑΦΡ. <box>402 497 478 509</box>
paragraph: Ἡ ἑξηκονταετὴς ἱστορία τῆς Ἐθνικῆς Τραπέζης εἶναι ἱστορία τῆς οἰκονομικῆς ἀναπτύξεως τοῦ τόπου. Ἐν ταῖς δυσχερεστάταις περιστάσεσι τοῦ Κράτους ἡ Τράπεζα παρέσχε τὴν πρόθυμον συνδρομήν της. <box>862 813 1084 887</box>
italic-subheading: Μεγαλειότατε, <box>698 1261 779 1274</box>
section-heading: Ὁ κ. ΠΕΤΡΟΥΝΑΚΟΣ <box>627 204 849 224</box>
paragraph: ΠΡ. Εἰς τὸ σπίτι σας δὲν σᾶς εἶπεν, ὅτι εἶδε ἐξῆλθε ὁ Τσίμος; <box>158 1588 380 1612</box>
paragraph: Μ. Ἐγὼ δὲν ἠξεύρω τί ἐγένετο εἰς τὸ ξενοδοχεῖον τῆς Μ. Βρεττανίας. <box>158 322 380 346</box>
paragraph: Μ. Μάλιστα. <box>637 184 705 196</box>
dialogue-text: Μάθητε νὰ σᾶς παρακαλέσω νὰ ἐρωτήσητε ὁ κ. Τσαγγάρης, κάτω συνήγορε. <box>392 549 615 586</box>
section-heading: Η ΚΑΤΑΘΕΣΙΣ ΤΟΥ κ. ΤΣΑΓΓΑΡΗ <box>158 1405 380 1438</box>
paragraph: Μ. Ἐως τὴν μίαμισυ ἀπὸ τὸ μεσάνυκτα. <box>402 679 610 691</box>
paragraph: Μ. Ὄχι μόνον εἴδησις, ἀλλὰ καὶ σελίς ὁλόκληρος ἠμπορεῖ ν᾽ ἀλλάξῃ. <box>392 813 615 837</box>
paragraph: Μ. Ἐπίσης ἐγώ. Μήπως εἶναι ἀνάγκη διὰ οἱ συντάκται τοῦ «Ἐμπρὸς» νὰ γνωρίζουν τὸ σπίτι μου; <box>392 210 615 247</box>
dialogue-text: Σὺ τὸ ἀνεκοίνωσες εἰς τὸν κ. Καλαποθάκην; <box>158 671 380 695</box>
paragraph: ΠΡ. Τὴν ἄλλην ἡμέραν διὰ σᾶς ἐγνώρισε περὶ τοῦ Τσίμου; <box>158 1629 380 1653</box>
column-3 <box>621 52 856 2127</box>
headline-main: ΑΙ ΕΟΡΤΑΙ <box>654 766 822 847</box>
paragraph: Ἕτερος μάρτυς καλεῖται ὁ ταγματάρχης τοῦ πυροβολικοῦ κ. Λαπαθιώτης. <box>392 1422 615 1447</box>
dialogue-text: Ἄλλας φορὰς ἔτυχε ποτὲ νὰ ἔλθουν εἰς τὸ σπίτι σας καὶ νὰ σᾶς εὕρουν, μολονότι ἔχουν τηλέφωνον; <box>392 406 615 443</box>
paragraph: Ἡ σημερινὴ ἑορτὴ ἀποτελεῖ σταθμὸν ἐν τῇ ἱστορίᾳ τοῦ ἱδρύματος, εἶναι δὲ συγχρόνως καὶ ἐθνικὴ ἑορτή, διότι ἀπὸ τῆς εὐημερίας τῆς Τραπέζης ἐξαρτᾶται καὶ ἡ εὐημερία τοῦ τόπου. <box>1096 758 1319 819</box>
speaker-name: ΠΑΠΑΦΡ. <box>402 184 476 196</box>
dialogue-text: Γνωρίζετε τὸν κύριον κατηγορούμενον Κρασάνην; <box>627 270 850 294</box>
dialogue-text: Ἐξηκολούθει νὰ γράφῃ μέχρι τὸ ἀνακριτοῦ; <box>158 1198 380 1223</box>
paragraph: Μ. Τακτικώτατα. Ἐν πρώτοις μὲ τὸ τηλέφωνον δὲν ἠμπορεῖτε νὰ εἴπῆτε ὅ,τι θέλετε. Σᾶς ἀκούουν ἀπὸ τὸ κέντρον πρῶτα-πρῶτα. <box>392 355 615 404</box>
paragraph: Ἐπὶ τῇ ἐπετείῳ ταύτῃ χρέος ἡμῶν εἶναι νὰ ἐκφράσωμεν τὴν εὐγνωμοσύνην πρὸς τοὺς ἱδρυτὰς καὶ πρὸς πάντας ὅσοι εἰργάσθησαν ὑπὲρ τῆς Τραπέζης καὶ τὸν Γεώργιον Σταῦρον, τὸν Μάρκον Ρενιέρην, τὸν Παῦλον Καλλιγᾶν. <box>1331 742 1555 816</box>
speaker-name: ΑΝΑΣΤ. <box>402 733 462 745</box>
paragraph: Ἡ μεταμεσημβρινὴ συνεδρίασις κατηναλώθη εἰς τὴν ἀνάγνωσιν τῶν ἐγγράφων τῆς δικογραφίας τῶν ἀπὸ τὴν πρωΐαν. Καὶ τὸν τὸ μέρος τῶν ἐπιτευγμάτων κατηγορουμένων. <box>627 690 850 751</box>
paragraph: Μ. Μάλιστα μοῦ εἶπε νὰ μὴν ἀπομακρυνθῶ, ἀλλὰ νὰ εἶμαι εἰς τὴν Τρίτην, διότι πιθανὸν αὐτοὶ νὰ ἐπανέρχονται εἰς τὸ ξενοδοχεῖον διὰ νὰ κάμουν ταραχάς. <box>627 105 850 167</box>
dialogue-text: Τὸν κ. Καλαποθάκην πῶς τὸν ἐγνωρίζετε; <box>392 1569 615 1593</box>
paragraph: Κατὰ τὴν ἑσπέραν ἐδόθη συμπόσιον εἰς τὸ ξενοδοχεῖον «Μεγάλη Βρεττανία». <box>1331 1251 1555 1275</box>
paragraph: Ἄλλος μάρτυς τῆς ὑπερασπίσεως καλεῖται ὁ δικηγόρος κ. Πετρουνάκος, ὅστις κατόπιν ὁρκίζεται. <box>627 230 850 267</box>
speaker-name: ΓΟΥΝ. <box>168 295 227 307</box>
section-heading: ΜΕΤΑ ΜΕΣΗΜΒΡΙΑΝ <box>627 664 849 684</box>
paragraph: Μ. Δὲν μοῦ εἶπε τίποτε. <box>402 169 526 181</box>
paragraph: καὶ πλοῦτον τῆς χώρας μὴ λησμονοῦμεν, ὅτι ταῦτα βεβαίως πρώτιστος μὲν εἰς τὴν φιλεργίαν καὶ οἰκονομίαν τοῦ ἑλληνικοῦ Λαοῦ, ἀλλὰ καὶ εἰς τὴν συνδρομὴν τῶν κεφαλαίων, ἅτινα ἡ Ἐθνικὴ Τράπεζα ἐκ τῆς παντοειδοῦς ἐργασίας προθύμως ἐχορήγησε. <box>862 52 1084 138</box>
paragraph: Ἐκ τῆς ἐπιτυχοῦς διοικήσεως ταύτης ἡ Τράπεζα κατέστη ἰσχυρὰ καὶ ἀσφαλής, ἕτοιμη νὰ ἀντιμετωπίσῃ πᾶσαν περίστασιν. Ὁ Ἑλληνισμὸς εὐγνωμονεῖ τοῖς ἐργάταις τῆς προόδου ταύτης. <box>1331 372 1555 433</box>
dialogue-text: Ἡ κατάθεσις αὐτοῦ θὰ δώσῃ τὰ ἀποτελέσματα ἐξετασίσεως; <box>627 525 850 550</box>
paragraph: Μ. Εἰς τὸ ξενοδοχεῖον τῆς Μ. Βρεττανίας. <box>158 697 380 722</box>
section-heading: Τὸ συμπόσιον <box>1331 1225 1554 1245</box>
paragraph: Μ. Βεβαίως. <box>168 495 232 507</box>
speaker-name: ΓΟΥΝΑΡ. <box>402 912 459 923</box>
speaker-name: ΠΑΠΑΦΡ. <box>168 671 227 683</box>
paragraph: Μ. Ἦτο σημειωθὲν εἰς τὸ γραφεῖον τοῦ κ. Καλαμάνου. <box>158 603 380 627</box>
paragraph: Ἡ ὑπεράσπισις παραιτεῖται τῶν λοιπῶν μαρτύρων της ἐκτὸς ἀνησυχίου ὁ κ. Ἐλληνικός, ἰατρεῖ εἰς εἰσαγγελέως καὶ τῆς πολιτικῆς ἀγωγῆς. <box>627 422 850 471</box>
paragraph: Τότε ἦλθε εἶπεν ὁ κ. Καλαποθάκης ὅτι ὁ Ἀποστολάκης εἶχε μεταβῇ εἰς τὸ γραφεῖον τοῦ «Σκρὶπ» καὶ ἀπῆλθεν. <box>158 128 380 165</box>
paragraph: Τοιαῦτα ἔργα θὰ ἔπρεπε νὰ ἐμπνέουν τὴν διοίκησιν ἐξακολουθοῦσαν νὰ εἶναι ἡ ἱστορικὴ τράπεζα τοῦ Ἔθνους, ἀντάξια τῆς παραδόσεως αὐτῆς. <box>1096 578 1319 627</box>
paragraph: Ἀνεπτύχθη βαθμιαίως καὶ ἐξελίχθη εἰς τὸ σπουδαιότερον πιστωτικὸν ἵδρυμα τῆς χώρας, ἀπορροφήσασα ὡς ἐκ τούτου καὶ ἄλλας Τραπέζας. <box>627 1506 850 1555</box>
paragraph: Μ. Ποτέ. <box>637 366 684 378</box>
dialogue-text: Ἠμπορῆ καὶ τὴν ὥραν αὐτὴν νὰ μὴ δημοσιευθῇ τίποτε, ἢ γράφῃ καμμία εἴδησις; <box>392 774 615 811</box>
paragraph: Ἐν τούτοις ἐκ τῶν ἐπιστολῶν τοῦ τελευταίου ὁ κ. Παγκαλῆς ζητεῖ ν᾽ ἀναγνωσθῶσιν ἡ ἐνορκος κατάθεσις τοῦ Νομάρχου Μεγιστης κ. Μπαλατζῆ. <box>627 474 850 523</box>
paragraph: Μ. Ὅτι ἠκούσαμεν εἰς τὸ ξενοδοχεῖον τῆς Μεγ. Βρεττανίας ἕνα πυροβολισμὸν, ὅτι ὁ κ. Καρτάλης ἐφάνη τὸ δυστύχημα τοῦ Κασσαβέτη ὕστερον ἐπὶ παρουσία καὶ τὴν ἄλλην ἡμέραν. <box>392 1326 615 1387</box>
paragraph: Μ. Ὑποθέτω, ἀφοῦ μοὶ τὸ ἀνήγγειλε. <box>168 656 359 668</box>
speaker-name: ΓΟΥΝΑΡ. <box>168 1145 225 1157</box>
paragraph: Μ. Μάλιστα. <box>168 1102 236 1114</box>
dialogue-paragraph <box>393 694 615 731</box>
paragraph: Ὁ Θεὸς εὐλογήσῃ τὸ Ἔθνος, τὴν Βασιλικὴν Οἰκογένειαν καὶ τὸ ἵδρυμα τοῦτο, ὅπως ἀνταποκρίνεται πάντοτε εἰς τὰς ὑψηλὰς αὐτοῦ ἀποστολάς. <box>1331 870 1555 919</box>
dialogue-text: Πῶς τὸ λέγετε αὐτὸ τὸ «Βεβαίως»; <box>158 1021 380 1046</box>
paragraph: Μ. Ἀφοῦ ἐκάθητο καὶ ἔγραφε. <box>168 1048 322 1060</box>
dialogue-text: Λέγετε ὅτι ἔφερεν τὸ καπέλλο του ὁ κ. Καλαποθάκης καὶ κατέβηκεν τὴν κλίμακα καὶ τότε σᾶς εἶχεν εἴπει; <box>158 1062 380 1099</box>
italic-subheading: Ἡ χθεσινὴ πανήγυρις. — Ἡ παρουσία τῶν Βασιλέων. — Οἱ ἐκφωνηθέντες λόγοι. — Τὸ συμπόσιον. <box>637 885 839 922</box>
paragraph: Μ. Μάλιστα, εἶναι ἀνεψιός μου. <box>402 1218 571 1230</box>
paragraph: Μ. Μὴ ἠρώτησε τί συνέβαινε. <box>168 848 322 860</box>
paragraph: Μ. Ὄχι μόνον ἢ δυσειδεῖται τὸν θεωρῶ καὶ ἐν τῷ καθ᾽ ἡμέραν κ. ἢ καλὸν τοιοῦτο εἰς αὐτὸ τὸ βάθος. <box>392 1056 615 1093</box>
speaker-name: ΠΟΛ. <box>637 340 672 352</box>
column-footer-notice: Τραπέζης τῆς τῆς ... κεφάλαιον 130 ἑκατομμυρίων ... τοῦ ἔτους 1860 ... Ε. ΦΙΟΥΚ <box>1097 1035 1319 1068</box>
dialogue-text: Ἐξηκολούθει ὅλα τὰ ἄλλα; Διὰ τὴν ὥραν ἐξηκολούθει; <box>158 1240 380 1264</box>
dialogue-text: Ὅταν τὴν ἐπομένην σᾶς συνήντησεν ὁ Πετροκόπουλος δὲν σᾶς εἶπεν, ἐὰν τὸν Τσίμον εἶχε συναντήσει τὴν προηγουμένην ἡμέραν μὲ δύο ὑπόπτους; <box>392 105 615 167</box>
italic-subheading: Μεγαλειότατε, <box>1402 623 1483 636</box>
paragraph: ὅτι δὲν εὑρῆκε τὸ σπίτι τοῦ μάρτυρος. Ἀλλ᾽ ἐὰν τὸ σπίτι σας δὲν ἔχετε τηλέφωνον; <box>392 52 615 88</box>
dialogue-text: Δὲν ἐρρίφθη καὶ εἰς τὴν ἐφημερίδα; «Ἐπρόκειτο νὰ εἶνε εἰς μέσα; —Μὴ εἰς ὄχι. <box>392 693 615 730</box>
paragraph: Ἕτερος μάρτυς καλεῖται ὁ διευθυντὴς τοῦ πρακτορείου τῶν ἐφημερίδων κ. ΣΠΥΡ. ΤΣΑΓΓΑΡΗΣ. <box>158 1443 380 1480</box>
paragraph: Μ. Πρὸ πολλῶν ἐτῶν τὸν γνωρίζω. Παιδιόθεν. Μετὰ τὸν θάνατον τοῦ πατρός του, ὅστις ἦτο ἰατρός, ἀπέμεινεν ὀρφανός, τὸν ἐπροστάτευσα εἰς Πάτρας. <box>392 926 615 975</box>
dialogue-paragraph <box>627 526 849 551</box>
paragraph: Μ. Πολλάκις ἔτυχε νὰ μὴ φωνάζουν νὰ ὑπάγω μάλιστα εἰς τὸ γραφεῖον ἢ ἔλθον μοῦ ἐπερπόδιστό νὰ μὴ ὑπάγει ὁ ἐπιθεωρητής. <box>392 446 615 495</box>
speaker-name: ΑΝΑΣΤΑΣΟΠ. <box>402 406 485 418</box>
speaker-name: ΠΟΛ. <box>637 311 671 323</box>
paragraph: ΠΡ. Τί ὥρα ἐπῆγε εἰς τὰς ἐφημερίδας τὸν τελευταῖον ἦλθε ἀπὸ τὴν πρὸς τὴν ἀλλα; <box>392 640 615 677</box>
paragraph: Ἐν τῷ συνόλῳ τῶν δανείων τῆς ἐχορηγήθησαν κατὰ τὸ τελευταῖον ἔτος 130 ἑκατομμύρια, τὸ δὲ σύνολον τῶν καταθέσεων ἀνῆλθεν εἰς τὸ ἐπίπεδον τὸ ὁποῖον οὐδέποτε ἄλλοτε ἔφθασεν. <box>1096 398 1319 460</box>
speaker-name: ΓΟΥΝΑΡ. <box>402 1017 466 1029</box>
paragraph: Μ. Ὅλοι εἴχομεν λάβει τὴν ἐντολήν. <box>168 537 356 549</box>
dialogue-paragraph <box>393 498 615 548</box>
paragraph: Μ. Μάλιστα πρὸ ἐτῶν. <box>402 1595 521 1607</box>
dialogue-paragraph <box>393 407 615 444</box>
paragraph: Ἀπαντῶν σχεδὸν εἰς ὅλας τὰς ἀνάγκας τοῦ τόπου καὶ τῆς κυβερνήσεως, ἡ Ἐθνικὴ Τράπεζα κατέστη ὁ ἀκρογωνιαῖος λίθος τῆς ἐθνικῆς οἰκονομίας. <box>1096 231 1319 280</box>
paragraph: Μ. Ὁ Ἀποστολάκης ἐτηλεφώνησεν εἰς τὸν κ. Καλαποθάκην ὅτι δὲν ἐδέχετο τὸ «Σκρίπ». <box>158 429 380 466</box>
paragraph: Ἀλλὰ ἐκεῖνην τὴν στιγμὴν εἶχον φύγει οἱ νέοι καὶ εἶχον κάμει τὸ ἐπεισόδιον. <box>627 52 850 76</box>
paragraph: Μετὰ τὸν κ. Τσαγγάρην ἕτερος μάρτυς καλεῖται ὁ βουλευτὴς Πατρῶν καὶ ἰατρὸς κ. ΘΕΟΔ. ΖΑΙΜΗΣ. <box>392 872 615 909</box>
paragraph: Μ. Εἶχεν ἀναθέσει πρότερον εἰς ὅλους τοὺς συντάκτας νὰ ὑπάγωμεν εἰς ὅλας τὰς ἐφημερίδας. <box>158 256 380 293</box>
dialogue-paragraph <box>158 1145 380 1182</box>
dialogue-paragraph <box>627 381 849 406</box>
dialogue-paragraph <box>158 980 380 1005</box>
dialogue-paragraph <box>393 279 615 353</box>
dialogue-text: Ἔχω μίαν ἀπορίαν, ὅτι ὁ κ. Καλαποθάκης ἔδωκεν ἐντολὴν εἰς τὸν Τσίμον νὰ ὑπάγῃ εἰς τὸ «Σκρίπ», κατόπιν, βλέπω, ὅτι ἡ ἐντολὴ αὐτὴ δὲν ἐξεκλήρωθη. <box>158 349 380 398</box>
paragraph: Ἐν ἔτει 1861 τὸ κεφάλαιον τῆς Τραπέζης ἦτο ἀξιόλογον, ἡ δὲ κίνησις εἰς ὑψηλὰ ποσά· τὸ 1901 εἰς 29 ἑκατομμύρια, σήμερον δὲ ἡ ὑπερέχουσα δρᾶσις ἀποδεικνύει τὴν πρόοδον. <box>1096 334 1319 396</box>
dialogue-paragraph <box>393 1610 615 1635</box>
speaker-name: ΕΙΣΑΓ. <box>402 105 457 117</box>
paragraph: Μ. Δὲν ἔχω. <box>402 91 466 103</box>
